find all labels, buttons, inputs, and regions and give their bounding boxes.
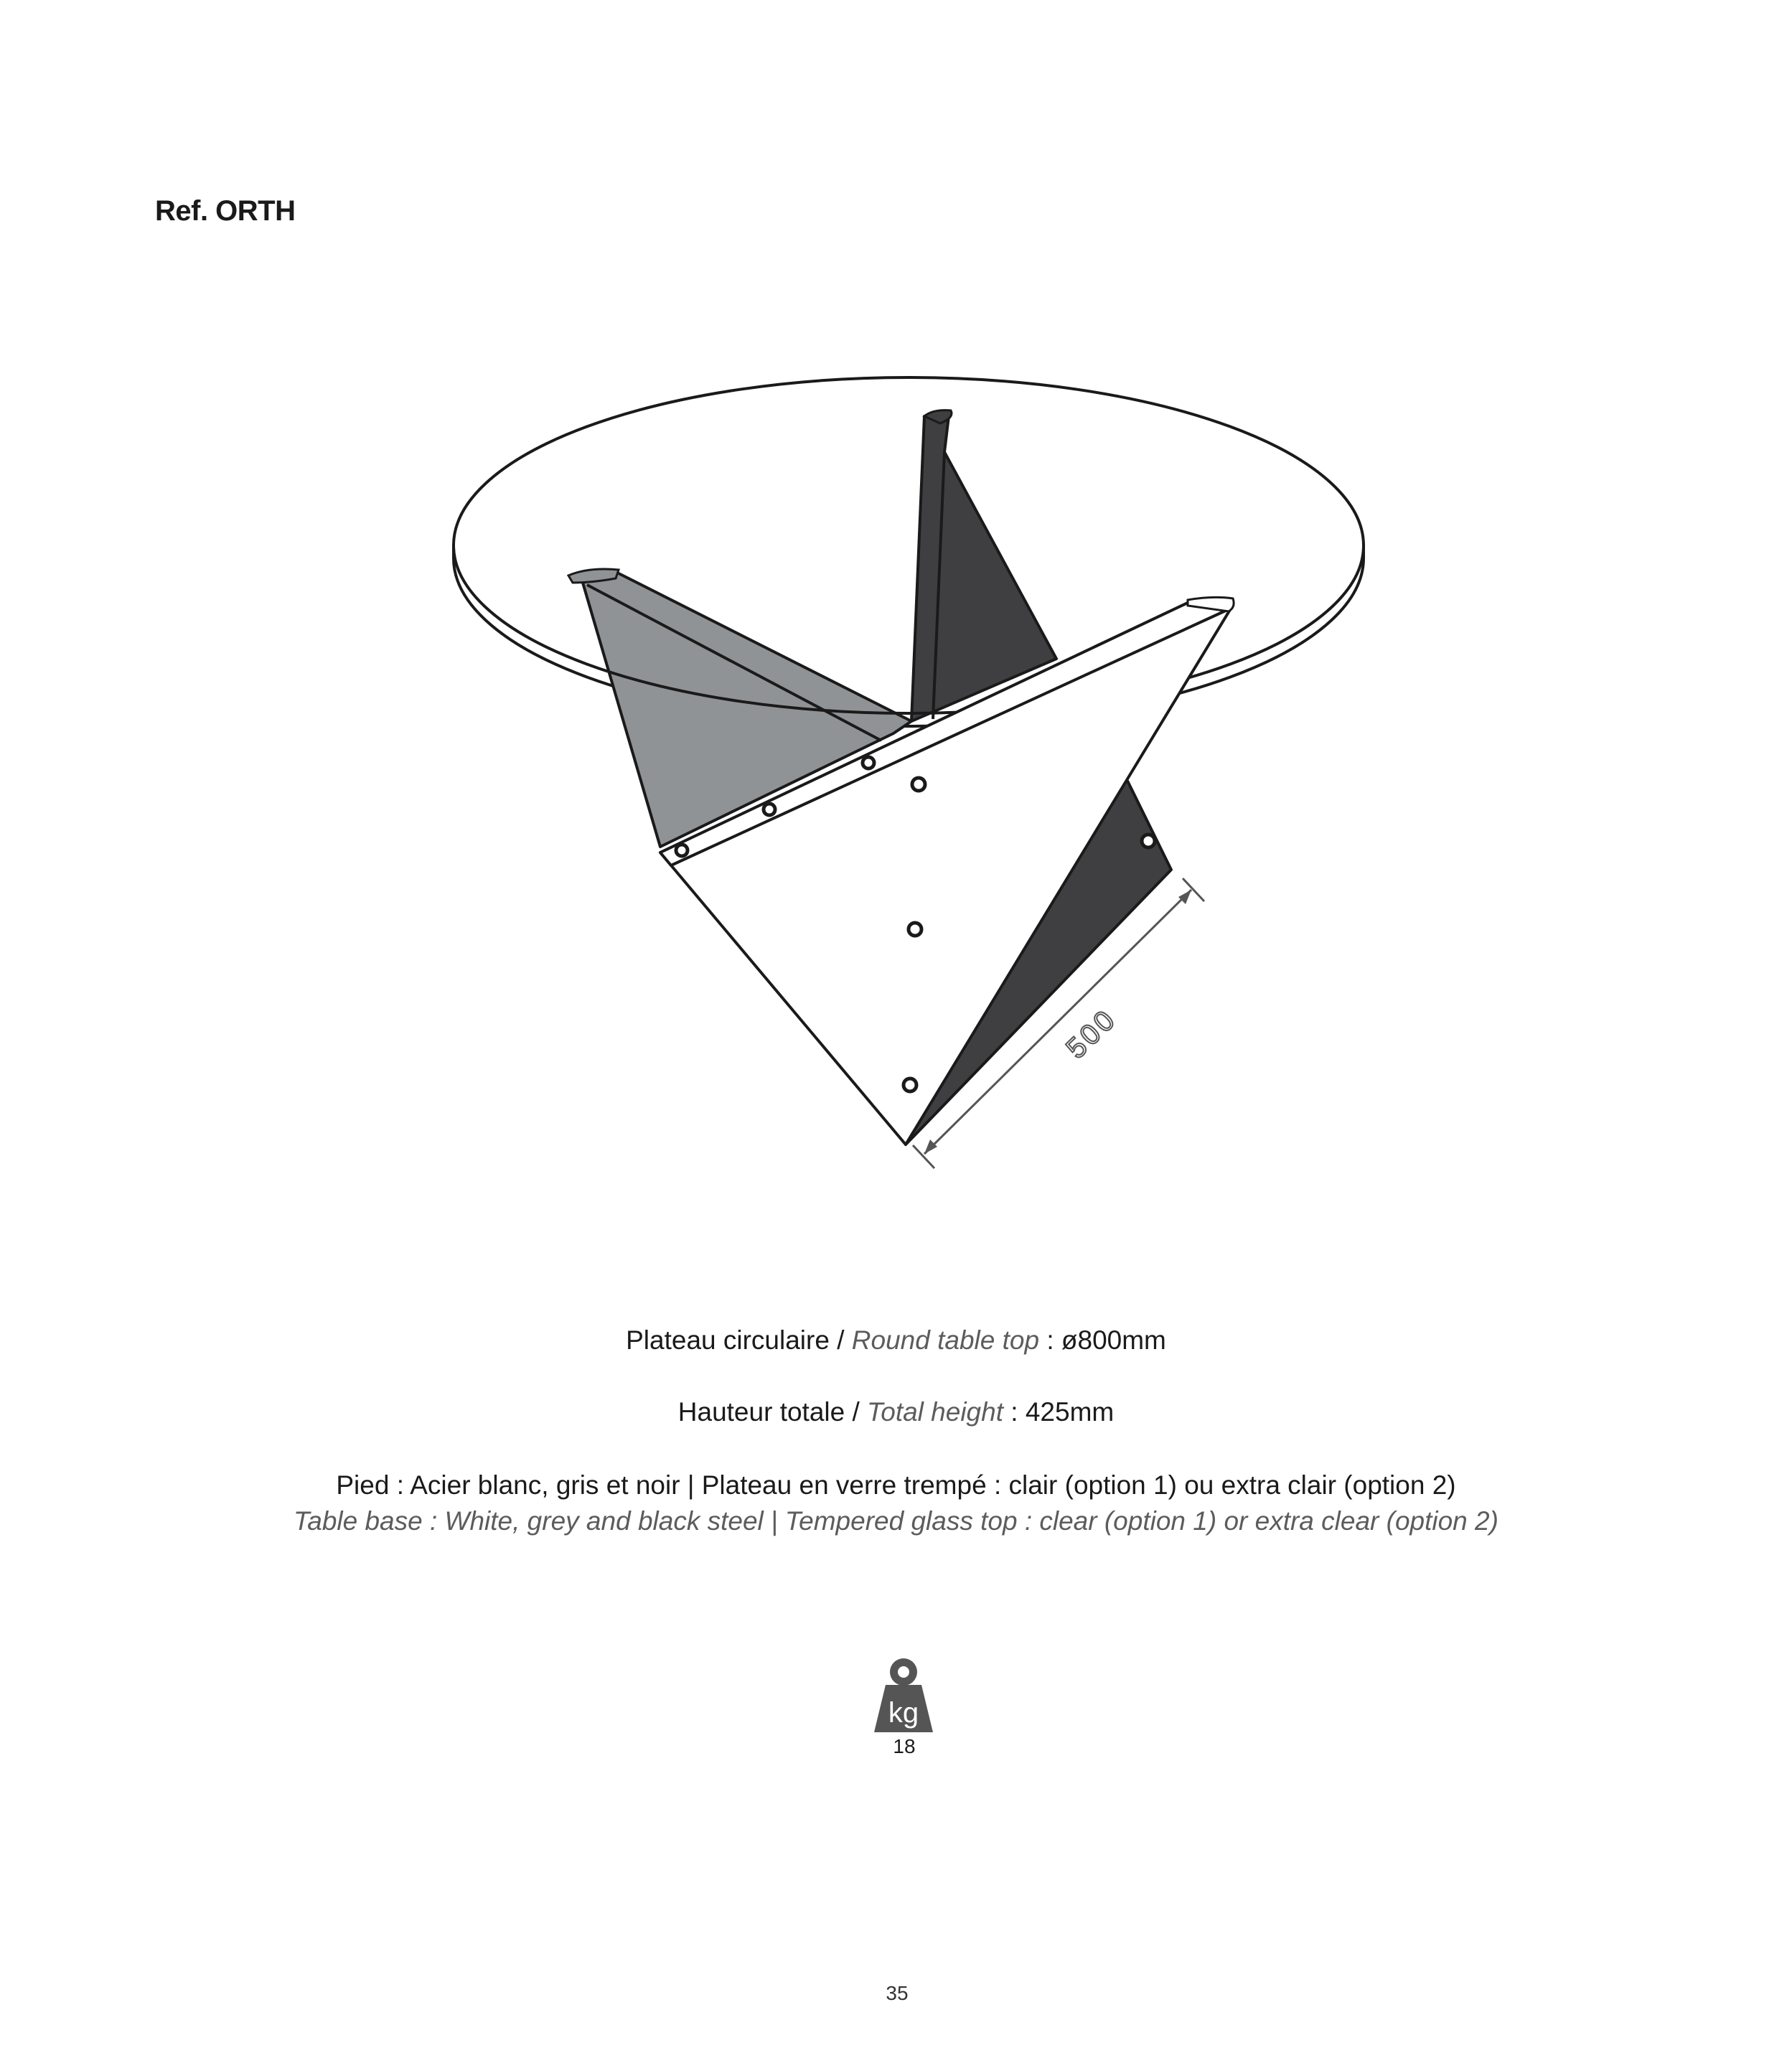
spec-height-value: : 425mm <box>1010 1397 1115 1427</box>
weight-icon <box>873 1656 934 1734</box>
spec-material-en: Table base : White, grey and black steel | Tempered glass top : clear (option 1) or extra clear (option 2) <box>294 1506 1498 1536</box>
bolt <box>764 804 775 815</box>
spec-table-top <box>0 1323 1792 1358</box>
bolt <box>1142 835 1155 847</box>
product-reference: Ref. ORTH <box>155 195 296 227</box>
weight-value: 18 <box>893 1735 916 1757</box>
weight-unit: kg <box>888 1697 919 1729</box>
bolt <box>912 778 925 791</box>
dimension-label: 500 <box>1060 1002 1123 1065</box>
bolt <box>863 757 874 769</box>
page-number: 35 <box>886 1982 909 2004</box>
bolt <box>676 845 688 856</box>
spec-table-top-en: Round table top <box>851 1325 1040 1355</box>
spec-table-top-value: : ø800mm <box>1046 1325 1166 1355</box>
spec-material-fr: Pied : Acier blanc, gris et noir | Plateau en verre trempé : clair (option 1) ou extra clair (option 2) <box>336 1470 1456 1500</box>
bolt <box>909 923 921 936</box>
spec-total-height <box>0 1394 1792 1430</box>
spec-table-top-fr: Plateau circulaire / <box>626 1325 845 1355</box>
bolt <box>904 1079 916 1091</box>
spec-height-en: Total height <box>867 1397 1003 1427</box>
glass-top <box>454 377 1364 713</box>
spec-height-fr: Hauteur totale / <box>677 1397 860 1427</box>
